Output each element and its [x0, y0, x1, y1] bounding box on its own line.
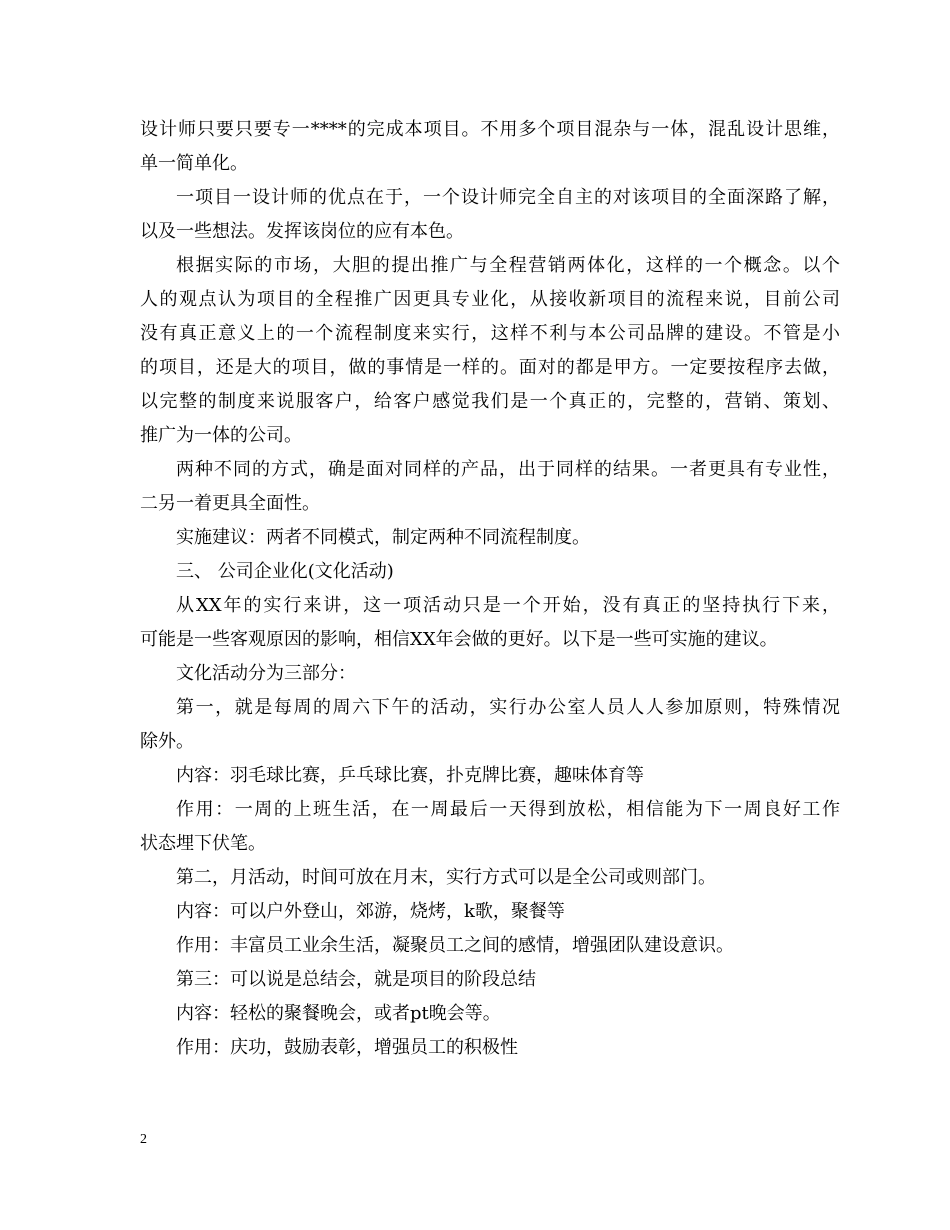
- text-line: 单一简单化。: [140, 153, 248, 174]
- text-line: 第三：可以说是总结会，就是项目的阶段总结: [176, 969, 536, 990]
- text-line: 第二，月活动，时间可放在月末，实行方式可以是全公司或则部门。: [176, 867, 716, 888]
- text-line: 三、 公司企业化(文化活动): [176, 561, 394, 582]
- text-line: 两种不同的方式，确是面对同样的产品，出于同样的结果。一者更具有专业性，: [176, 459, 840, 480]
- text-line: 内容：可以户外登山，郊游，烧烤，k歌，聚餐等: [176, 901, 565, 922]
- text-line: 人的观点认为项目的全程推广因更具专业化，从接收新项目的流程来说，目前公司: [140, 289, 840, 310]
- text-line: 内容：羽毛球比赛，乒乓球比赛，扑克牌比赛，趣味体育等: [176, 765, 644, 786]
- page-number: 2: [140, 1132, 147, 1147]
- text-line: 二另一着更具全面性。: [140, 493, 320, 514]
- text-line: 的项目，还是大的项目，做的事情是一样的。面对的都是甲方。一定要按程序去做，: [140, 357, 840, 378]
- text-line: 内容：轻松的聚餐晚会，或者pt晚会等。: [176, 1003, 501, 1024]
- text-line: 第一，就是每周的周六下午的活动，实行办公室人员人人参加原则，特殊情况: [176, 697, 840, 718]
- text-line: 以及一些想法。发挥该岗位的应有本色。: [140, 221, 464, 242]
- text-line: 实施建议：两者不同模式，制定两种不同流程制度。: [176, 527, 590, 548]
- text-line: 作用：丰富员工业余生活，凝聚员工之间的感情，增强团队建设意识。: [176, 935, 734, 956]
- text-line: 没有真正意义上的一个流程制度来实行，这样不利与本公司品牌的建设。不管是小: [140, 323, 840, 344]
- text-line: 可能是一些客观原因的影响，相信XX年会做的更好。以下是一些可实施的建议。: [140, 629, 778, 650]
- text-line: 文化活动分为三部分：: [176, 663, 356, 684]
- text-line: 设计师只要只要专一****的完成本项目。不用多个项目混杂与一体，混乱设计思维，: [140, 119, 840, 140]
- text-line: 作用：庆功，鼓励表彰，增强员工的积极性: [176, 1037, 518, 1058]
- text-line: 根据实际的市场，大胆的提出推广与全程营销两体化，这样的一个概念。以个: [176, 255, 840, 276]
- text-line: 推广为一体的公司。: [140, 425, 302, 446]
- text-line: 除外。: [140, 731, 194, 752]
- body-text: [140, 113, 840, 1065]
- text-line: 以完整的制度来说服客户，给客户感觉我们是一个真正的，完整的，营销、策划、: [140, 391, 840, 412]
- text-line: 状态埋下伏笔。: [140, 833, 266, 854]
- text-line: 一项目一设计师的优点在于，一个设计师完全自主的对该项目的全面深路了解，: [176, 187, 840, 208]
- text-line: 从XX年的实行来讲，这一项活动只是一个开始，没有真正的坚持执行下来，: [176, 595, 840, 616]
- text-line: 作用：一周的上班生活，在一周最后一天得到放松，相信能为下一周良好工作: [176, 799, 840, 820]
